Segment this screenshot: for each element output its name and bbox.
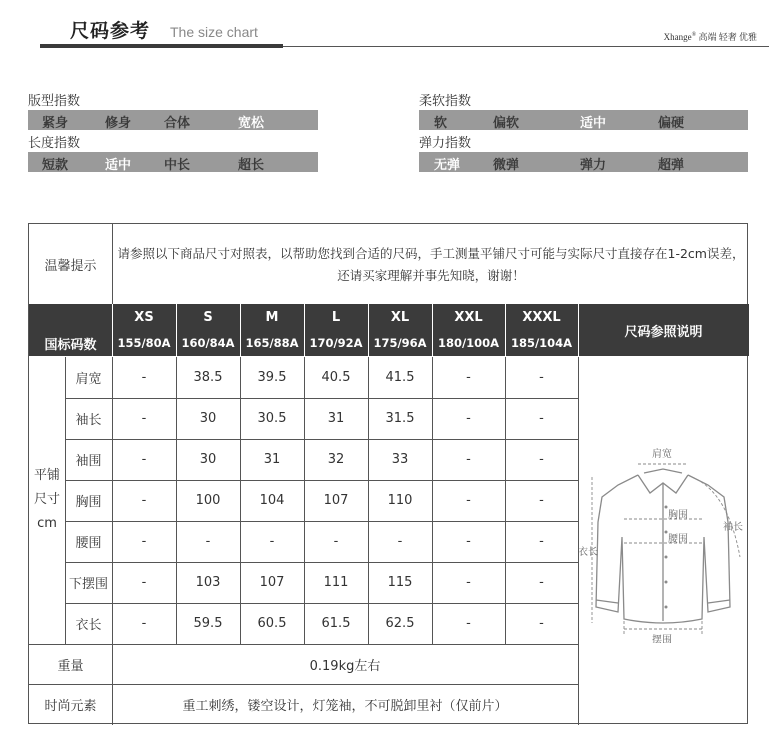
row-label-sleeve-width: 袖围 (75, 454, 102, 469)
header-divider (432, 304, 433, 356)
diagram-sleeve-label: 袖长 (723, 522, 743, 533)
fit-index-label: 版型指数 (28, 94, 81, 109)
weight-label: 重量 (57, 658, 84, 674)
table-cell: 62.5 (385, 616, 415, 631)
elasticity-index-label: 弹力指数 (419, 136, 472, 151)
grid-line (65, 357, 66, 644)
table-cell: - (333, 534, 339, 549)
flat-measure-label (29, 357, 65, 643)
table-cell: 100 (195, 493, 221, 508)
length-option: 短款 (42, 158, 69, 173)
row-label-shoulder: 肩宽 (75, 372, 102, 387)
code-l: 170/92A (309, 336, 363, 350)
grid-line (65, 439, 578, 440)
tagline: 高端 轻奢 优雅 (698, 32, 757, 42)
length-option-selected: 适中 (105, 158, 132, 173)
page-subtitle: The size chart (170, 24, 258, 40)
table-cell: 107 (323, 493, 349, 508)
table-cell: - (539, 452, 544, 467)
fit-option: 紧身 (42, 116, 69, 131)
code-xs: 155/80A (117, 336, 171, 350)
table-cell: - (205, 534, 211, 549)
table-cell: 40.5 (321, 370, 351, 385)
elasticity-option-selected: 无弹 (434, 158, 461, 173)
size-xs: XS (134, 309, 154, 325)
table-cell: - (466, 370, 471, 385)
length-index-bar (28, 152, 318, 172)
softness-option-selected: 适中 (580, 116, 607, 131)
table-cell: 33 (391, 452, 409, 467)
diagram-length-label: 衣长 (578, 547, 598, 558)
elasticity-index-bar (419, 152, 748, 172)
shirt-measurement-diagram (578, 357, 749, 643)
grid-line (65, 480, 578, 481)
grid-line (505, 357, 506, 644)
elasticity-option: 微弹 (493, 158, 520, 173)
table-cell: 115 (387, 575, 413, 590)
fit-option-selected: 宽松 (238, 116, 265, 131)
header-divider (240, 304, 241, 356)
flat-measure-label-line: 平铺 (33, 468, 60, 483)
table-cell: - (466, 411, 471, 426)
table-cell: - (539, 534, 544, 549)
row-label-chest: 胸围 (75, 495, 102, 510)
table-cell: 30.5 (257, 411, 287, 426)
table-cell: - (141, 575, 147, 590)
table-cell: - (539, 370, 544, 385)
elasticity-option: 弹力 (580, 158, 607, 173)
table-cell: - (539, 616, 544, 631)
table-cell: - (466, 452, 471, 467)
table-cell: - (466, 616, 471, 631)
table-cell: 39.5 (257, 370, 287, 385)
grid-line (65, 521, 578, 522)
table-cell: 31.5 (385, 411, 415, 426)
row-label-waist: 腰围 (75, 536, 102, 551)
table-cell: - (466, 493, 471, 508)
softness-index-bar (419, 110, 748, 130)
code-xxl: 180/100A (437, 336, 500, 350)
header-divider (176, 304, 177, 356)
code-xxxl: 185/104A (510, 336, 573, 350)
brand-mark: ® (691, 32, 697, 38)
length-option: 超长 (238, 158, 265, 173)
fashion-value: 重工刺绣，镂空设计，灯笼袖，不可脱卸里衬（仅前片） (182, 699, 508, 714)
row-label-sleeve-length: 袖长 (75, 413, 102, 428)
table-cell: 32 (327, 452, 345, 467)
grid-line (304, 357, 305, 644)
table-cell: - (269, 534, 275, 549)
table-cell: 31 (263, 452, 281, 467)
fit-option: 合体 (164, 116, 191, 131)
table-cell: 30 (199, 411, 217, 426)
header-divider (304, 304, 305, 356)
table-cell: 41.5 (385, 370, 415, 385)
size-xxl: XXL (454, 309, 483, 325)
table-cell: 59.5 (193, 616, 223, 631)
table-cell: 60.5 (257, 616, 287, 631)
table-cell: 61.5 (321, 616, 351, 631)
grid-line (240, 357, 241, 644)
table-cell: - (141, 493, 147, 508)
brand-tagline (664, 30, 757, 43)
table-cell: 30 (199, 452, 217, 467)
softness-option: 偏硬 (658, 116, 685, 131)
table-cell: - (141, 370, 147, 385)
size-reference-label: 尺码参照说明 (624, 324, 703, 340)
international-size-label: 国标码数 (44, 337, 97, 353)
table-cell: - (539, 411, 544, 426)
fit-option: 修身 (105, 116, 132, 131)
flat-measure-label-line: cm (37, 516, 57, 531)
table-cell: 111 (323, 575, 349, 590)
table-cell: - (141, 411, 147, 426)
tip-label: 温馨提示 (44, 258, 97, 274)
table-cell: - (466, 534, 471, 549)
grid-line (65, 398, 578, 399)
header-divider (505, 304, 506, 356)
grid-line (176, 357, 177, 644)
size-chart-table (28, 223, 748, 724)
tip-text: 请参照以下商品尺寸对照表，以帮助您找到合适的尺码，手工测量平铺尺寸可能与实际尺寸直接存在1-2cm误差，还请买家理解并事先知晓，谢谢！ (117, 246, 745, 283)
table-cell: - (397, 534, 403, 549)
shirt-diagram-svg (578, 357, 749, 643)
flat-measure-label-line: 尺寸 (33, 492, 60, 507)
elasticity-option: 超弹 (658, 158, 685, 173)
fit-index-bar (28, 110, 318, 130)
length-index-label: 长度指数 (28, 136, 81, 151)
diagram-shoulder-label: 肩宽 (652, 449, 672, 460)
table-cell: 110 (387, 493, 413, 508)
diagram-hem-label: 摆围 (652, 635, 672, 643)
page-title: 尺码参考 (70, 20, 151, 42)
grid-line (432, 357, 433, 644)
size-l: L (331, 309, 341, 325)
softness-option: 偏软 (493, 116, 520, 131)
size-xxxl: XXXL (522, 309, 561, 325)
header-divider (578, 304, 579, 356)
softness-option: 软 (434, 116, 448, 131)
softness-index-label: 柔软指数 (419, 94, 472, 109)
row-label-hem: 下摆围 (68, 577, 108, 592)
table-cell: - (466, 575, 471, 590)
code-s: 160/84A (181, 336, 235, 350)
row-label-length: 衣长 (75, 618, 102, 633)
weight-value: 0.19kg左右 (309, 658, 381, 674)
size-xl: XL (390, 309, 410, 325)
grid-line (112, 357, 113, 644)
table-cell: - (141, 452, 147, 467)
length-option: 中长 (164, 158, 191, 173)
header-divider (112, 304, 113, 356)
table-cell: 107 (259, 575, 285, 590)
diagram-waist-label: 腰围 (668, 534, 688, 545)
header-divider (368, 304, 369, 356)
grid-line (65, 603, 578, 604)
table-cell: 103 (195, 575, 221, 590)
header-divider (283, 46, 769, 47)
table-cell: 38.5 (193, 370, 223, 385)
table-cell: 31 (327, 411, 345, 426)
table-cell: - (539, 575, 544, 590)
table-cell: - (141, 616, 147, 631)
code-xl: 175/96A (373, 336, 427, 350)
code-m: 165/88A (245, 336, 299, 350)
brand-name: Xhange (663, 32, 692, 42)
size-s: S (203, 309, 213, 325)
grid-line (368, 357, 369, 644)
table-cell: 104 (259, 493, 285, 508)
grid-line (65, 562, 578, 563)
size-m: M (265, 309, 279, 325)
table-cell: - (539, 493, 544, 508)
title-underline (40, 44, 283, 48)
fashion-label: 时尚元素 (44, 699, 97, 714)
diagram-chest-label: 胸围 (668, 510, 688, 521)
table-cell: - (141, 534, 147, 549)
